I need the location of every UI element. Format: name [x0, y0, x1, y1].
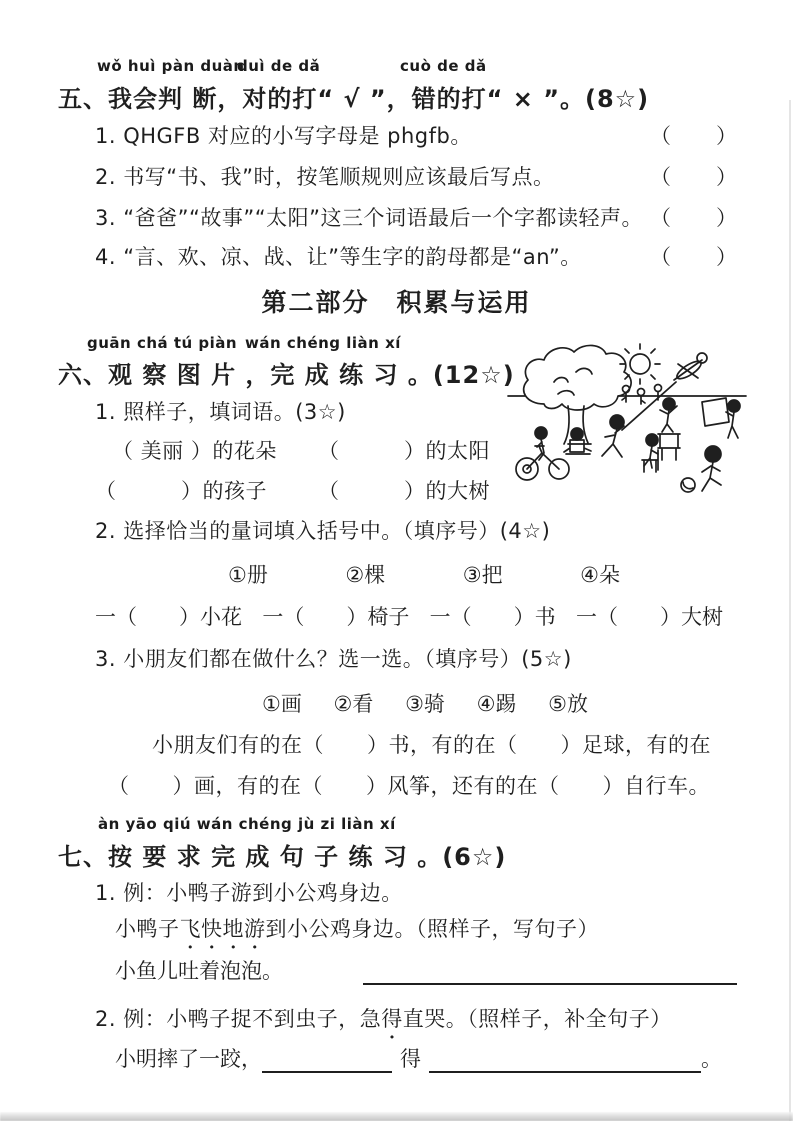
- judgment-item-text: 3. “爸爸”“故事”“太阳”这三个词语最后一个字都读轻声。: [95, 206, 643, 230]
- option-circled-4: ④朵: [580, 563, 620, 587]
- scan-edge-artifact: [789, 100, 791, 1121]
- answer-parens: （ ）: [650, 245, 738, 269]
- option-circled-3: ③把: [462, 563, 503, 587]
- q2-measure-row: [95, 601, 723, 631]
- q2-example-sentence: [95, 1003, 672, 1044]
- completion-blank-2: [429, 1043, 701, 1073]
- q1-example-sentence: 1. 例：小鸭子游到小公鸡身边。: [95, 881, 403, 905]
- ball-kicker: [702, 446, 721, 491]
- option-circled-1: ①册: [228, 563, 268, 587]
- option-circled-4: ④踢: [476, 692, 517, 716]
- q2-options-row: [228, 559, 620, 589]
- judgment-item-1: [95, 120, 738, 150]
- judgment-item-3: [95, 202, 738, 232]
- option-circled-5: ⑤放: [548, 692, 588, 716]
- climbing-child-on-stools: [658, 398, 680, 460]
- q2-connector: 得: [400, 1047, 421, 1071]
- model-pre: 小鸭子: [115, 917, 180, 941]
- q2-completion-row: [115, 1043, 722, 1073]
- answer-parens: （ ）: [650, 124, 738, 148]
- model-emphasized-word: 飞快地游: [179, 917, 266, 941]
- writing-line: [363, 955, 737, 985]
- q3-options-row: [262, 688, 588, 718]
- seated-child-on-chair: [642, 434, 658, 472]
- q1-prompt: 小鱼儿吐着泡泡。: [115, 959, 283, 983]
- option-circled-3: ③骑: [405, 692, 445, 716]
- pinyin-segment: wǒ huì pàn duàn: [97, 57, 245, 75]
- section-5-pinyin-row: [0, 57, 793, 77]
- q1-label: 1. 照样子，填词语。(3☆): [95, 400, 346, 424]
- model-post: 到小公鸡身边。（照样子，写句子）: [265, 917, 599, 941]
- q3-sentence-line-2: （ ）画，有的在（ ）风筝，还有的在（ ）自行车。: [108, 774, 710, 798]
- section-7-heading: 七、按 要 求 完 成 句 子 练 习 。(6☆): [58, 843, 507, 871]
- pinyin-segment: cuò de dǎ: [400, 57, 487, 75]
- section-7-pinyin: àn yāo qiú wán chéng jù zi liàn xí: [98, 815, 396, 833]
- kite-flyer: [602, 415, 624, 457]
- option-circled-2: ②看: [333, 692, 374, 716]
- part-2-heading: 第二部分 积累与运用: [261, 288, 532, 317]
- q3-label: 3. 小朋友们都在做什么？选一选。（填序号）(5☆): [95, 647, 572, 671]
- option-circled-1: ①画: [262, 692, 302, 716]
- judgment-item-text: 4. “言、欢、凉、战、让”等生字的韵母都是“an”。: [95, 245, 582, 269]
- children-playing-illustration: [506, 342, 748, 500]
- q1-writing-row: [115, 955, 737, 985]
- option-circled-2: ②棵: [345, 563, 386, 587]
- completion-blank-1: [262, 1043, 392, 1073]
- scan-bottom-band-artifact: [0, 1112, 793, 1121]
- pinyin-segment: duì de dǎ: [237, 57, 321, 75]
- judgment-item-text: 2. 书写“书、我”时，按笔顺规则应该最后写点。: [95, 165, 555, 189]
- example-pre: 2. 例：小鸭子捉不到虫子，急: [95, 1007, 382, 1031]
- judgment-item-2: [95, 161, 738, 191]
- q3-sentence-line-1: 小朋友们有的在（ ）书，有的在（ ）足球，有的在: [152, 733, 711, 757]
- fill-phrase: （ ）的大树: [318, 479, 490, 503]
- answer-parens: （ ）: [650, 165, 738, 189]
- q1-model-sentence: [115, 913, 599, 954]
- cyclist: [516, 427, 569, 480]
- measure-blank: 一（ ）书: [429, 605, 556, 629]
- painting-children: [702, 398, 740, 438]
- fill-phrase: （ ）的孩子: [95, 479, 267, 503]
- section-5-heading: 五、我会判 断，对的打“ √ ”，错的打“ × ”。(8☆): [58, 85, 650, 113]
- pinyin-segment: guān chá tú piàn: [87, 334, 238, 352]
- judgment-item-4: [95, 241, 738, 271]
- q2-period: 。: [701, 1047, 722, 1071]
- fill-phrase: （ 美丽 ）的花朵: [112, 439, 277, 463]
- measure-blank: 一（ ）小花: [95, 605, 242, 629]
- q2-label: 2. 选择恰当的量词填入括号中。（填序号）(4☆): [95, 519, 551, 543]
- q2-prompt-start: 小明摔了一跤，: [115, 1047, 262, 1071]
- answer-parens: （ ）: [650, 206, 738, 230]
- measure-blank: 一（ ）大树: [575, 605, 723, 629]
- airplane-kite: [674, 353, 707, 382]
- section-6-heading: 六、观 察 图 片 ，完 成 练 习 。(12☆): [58, 361, 515, 389]
- fill-phrase: （ ）的太阳: [318, 439, 490, 463]
- judgment-item-text: 1. QHGFB 对应的小写字母是 phgfb。: [95, 124, 472, 148]
- example-post: 直哭。（照样子，补全句子）: [402, 1007, 672, 1031]
- soccer-ball: [681, 478, 695, 492]
- pinyin-segment: wán chéng liàn xí: [245, 334, 401, 352]
- measure-blank: 一（ ）椅子: [262, 605, 410, 629]
- example-emphasized-word: 得: [381, 1007, 403, 1031]
